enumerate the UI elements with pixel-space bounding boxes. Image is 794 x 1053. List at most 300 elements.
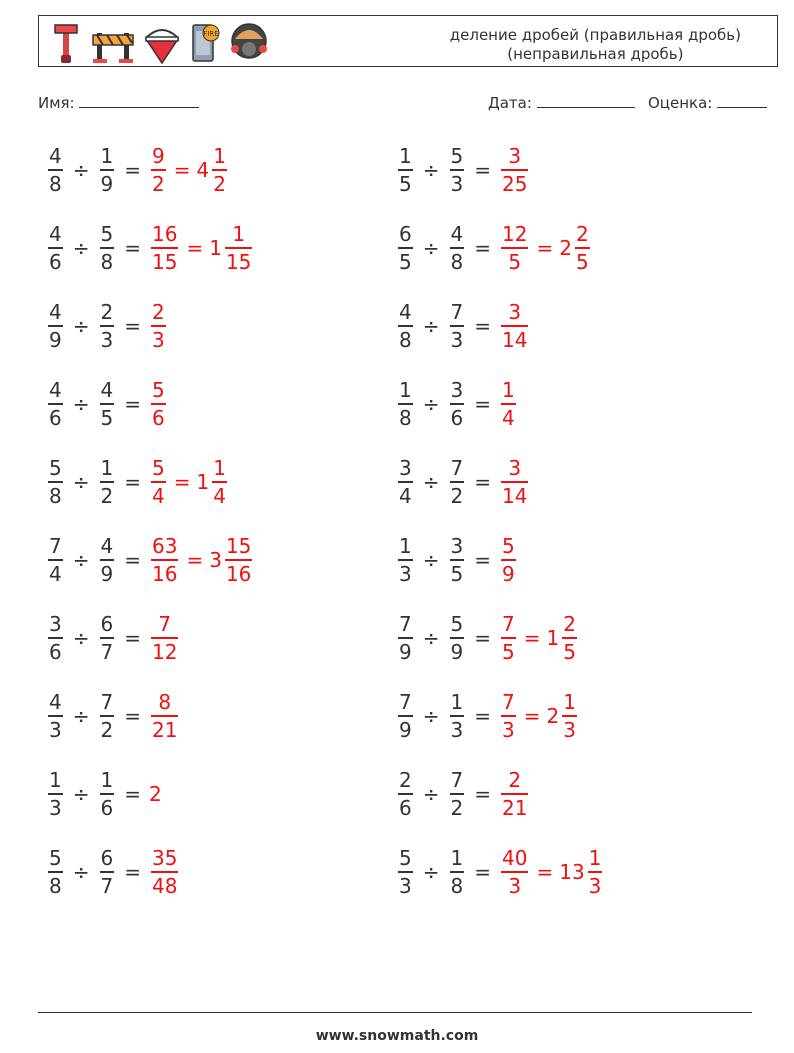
numerator: 6 [100,612,114,637]
date-field [488,93,635,112]
divide-sign: ÷ [422,392,440,416]
numerator: 7 [450,456,464,481]
equals-sign: = [124,470,141,494]
answer-fraction [501,223,528,273]
problem-item [46,140,229,200]
problem-item [46,374,168,434]
numerator: 1 [213,144,226,169]
denominator: 14 [502,327,528,352]
fraction-bar [398,637,413,639]
equals-sign: = [124,392,141,416]
numerator: 5 [450,144,464,169]
denominator: 2 [450,483,464,508]
fraction-bar [212,169,227,171]
divide-sign: ÷ [72,158,90,182]
numerator: 7 [502,612,515,637]
answer [149,379,168,429]
equals-sign: = [536,236,554,260]
numerator: 1 [399,378,412,403]
numerator: 3 [508,300,522,325]
equals-sign: = [186,548,204,572]
divisor-fraction [450,769,465,819]
divisor-fraction [100,691,115,741]
answer-fraction [151,691,178,741]
equals-sign: = [124,704,141,728]
fraction-bar [151,247,178,249]
dividend-fraction [48,379,63,429]
denominator: 4 [213,483,226,508]
numerator: 1 [100,456,114,481]
fraction-bar [212,481,227,483]
dividend-fraction [48,769,63,819]
divisor-fraction [450,691,465,741]
divide-sign: ÷ [72,548,90,572]
numerator: 1 [563,690,576,715]
problem-item [46,218,254,278]
divisor-fraction [100,535,115,585]
fraction-bar [450,481,465,483]
numerator: 6 [100,846,114,871]
denominator: 5 [502,639,515,664]
grade-blank[interactable] [717,93,767,108]
divide-sign: ÷ [422,158,440,182]
divide-sign: ÷ [422,548,440,572]
numerator: 5 [152,456,165,481]
date-blank[interactable] [537,93,635,108]
answer-fraction [501,691,516,741]
problem-item [396,218,592,278]
numerator: 7 [399,612,412,637]
dividend-fraction [48,847,63,897]
mixed-whole: 1 [546,626,560,650]
mixed-whole: 4 [196,158,210,182]
denominator: 25 [502,171,528,196]
divisor-fraction [100,457,115,507]
name-blank[interactable] [79,93,199,108]
dividend-fraction [398,223,413,273]
denominator: 2 [450,795,464,820]
numerator: 2 [100,300,114,325]
fraction-bar [48,871,63,873]
equals-sign: = [173,158,191,182]
equals-sign: = [474,782,491,806]
divisor-fraction [450,457,465,507]
dividend-fraction [48,691,63,741]
fraction-bar [100,793,115,795]
denominator: 5 [100,405,114,430]
fraction-bar [48,403,63,405]
numerator: 5 [152,378,165,403]
denominator: 4 [152,483,165,508]
fraction-bar [450,715,465,717]
numerator: 4 [100,378,114,403]
fraction-bar [450,871,465,873]
denominator: 5 [399,171,412,196]
divide-sign: ÷ [72,314,90,338]
fraction-bar [501,793,528,795]
answer [499,613,579,663]
problem-item [396,842,604,902]
divide-sign: ÷ [422,470,440,494]
fraction-bar [398,325,413,327]
numerator: 5 [502,534,515,559]
dividend-fraction [398,535,413,585]
denominator: 5 [508,249,522,274]
divisor-fraction [450,613,465,663]
denominator: 5 [399,249,412,274]
denominator: 8 [49,873,62,898]
worksheet-header [38,15,778,67]
grade-label: Оценка: [648,94,713,112]
fraction-bar [100,559,115,561]
fraction-bar [151,403,166,405]
divide-sign: ÷ [422,314,440,338]
answer-fraction [501,379,516,429]
answer [499,847,604,897]
equals-sign: = [173,470,191,494]
fraction-bar [48,715,63,717]
problem-item [396,374,518,434]
equals-sign: = [186,236,204,260]
fraction-bar [225,559,252,561]
fraction-bar [100,481,115,483]
divide-sign: ÷ [72,392,90,416]
answer-fraction [151,535,178,585]
svg-text:FIRE: FIRE [203,30,219,38]
fraction-bar [100,403,115,405]
fraction-bar [501,481,528,483]
divisor-fraction [100,145,115,195]
fire-bucket-icon [143,19,181,65]
denominator: 6 [100,795,114,820]
fraction-bar [398,793,413,795]
answer-fraction [501,145,528,195]
denominator: 2 [100,483,114,508]
problem-item [396,140,530,200]
denominator: 8 [100,249,114,274]
dividend-fraction [48,301,63,351]
fraction-bar [562,637,577,639]
divide-sign: ÷ [72,704,90,728]
footer-divider [38,1012,752,1013]
answer-fraction [151,301,166,351]
fraction-bar [450,559,465,561]
numerator: 8 [158,690,172,715]
denominator: 5 [575,249,589,274]
fraction-bar [100,637,115,639]
divisor-fraction [100,847,115,897]
denominator: 5 [450,561,464,586]
answer-fraction [151,847,178,897]
answer-fraction [151,379,166,429]
divide-sign: ÷ [72,860,90,884]
mixed-fraction [225,223,252,273]
numerator: 4 [450,222,464,247]
dividend-fraction [48,613,63,663]
divisor-fraction [450,223,465,273]
numerator: 7 [158,612,172,637]
denominator: 7 [100,639,114,664]
answer [149,613,180,663]
denominator: 8 [49,483,62,508]
numerator: 2 [508,768,522,793]
answer [499,145,530,195]
numerator: 2 [152,300,165,325]
numerator: 1 [213,456,226,481]
answer [499,535,518,585]
numerator: 3 [450,378,464,403]
fraction-bar [48,169,63,171]
dividend-fraction [398,847,413,897]
numerator: 35 [152,846,178,871]
fraction-bar [450,793,465,795]
divide-sign: ÷ [422,236,440,260]
numerator: 5 [399,846,412,871]
numerator: 7 [100,690,114,715]
denominator: 9 [100,561,114,586]
equals-sign: = [474,704,491,728]
divisor-fraction [100,769,115,819]
numerator: 4 [49,144,62,169]
equals-sign: = [523,704,541,728]
equals-sign: = [124,158,141,182]
numerator: 7 [450,300,464,325]
fraction-bar [100,325,115,327]
denominator: 3 [508,873,522,898]
numerator: 3 [508,456,522,481]
problem-item [46,608,180,668]
numerator: 4 [49,300,62,325]
denominator: 3 [450,171,464,196]
answer-fraction [151,223,178,273]
equals-sign: = [474,314,491,338]
answer-fraction [151,145,166,195]
answer-fraction [501,301,528,351]
numerator: 63 [152,534,178,559]
numerator: 7 [399,690,412,715]
numerator: 5 [450,612,464,637]
fraction-bar [562,715,577,717]
denominator: 8 [49,171,62,196]
answer-fraction [501,535,516,585]
name-field [38,93,199,112]
denominator: 8 [450,873,464,898]
fraction-bar [398,403,413,405]
fraction-bar [48,325,63,327]
denominator: 3 [399,873,412,898]
fraction-bar [48,559,63,561]
divide-sign: ÷ [72,236,90,260]
numerator: 16 [152,222,178,247]
divisor-fraction [450,145,465,195]
answer-fraction [151,457,166,507]
numerator: 7 [49,534,62,559]
equals-sign: = [523,626,541,650]
denominator: 7 [100,873,114,898]
divisor-fraction [450,379,465,429]
answer [149,301,168,351]
mixed-whole: 1 [209,236,222,260]
fraction-bar [501,247,528,249]
denominator: 4 [49,561,62,586]
answer [499,457,530,507]
fraction-bar [151,637,178,639]
denominator: 14 [502,483,528,508]
answer-fraction [501,847,528,897]
fraction-bar [100,247,115,249]
fraction-bar [398,715,413,717]
divisor-fraction [100,223,115,273]
denominator: 3 [49,795,62,820]
denominator: 3 [49,717,62,742]
denominator: 15 [225,249,252,274]
fraction-bar [450,169,465,171]
fraction-bar [100,871,115,873]
divisor-fraction [450,301,465,351]
fraction-bar [575,247,590,249]
numerator: 3 [49,612,62,637]
equals-sign: = [474,626,491,650]
dividend-fraction [48,145,63,195]
numerator: 3 [450,534,464,559]
fraction-bar [48,793,63,795]
dividend-fraction [398,145,413,195]
footer-url: www.snowmath.com [315,1028,479,1044]
problem-item [46,296,168,356]
divisor-fraction [100,613,115,663]
denominator: 3 [502,717,515,742]
mixed-fraction [225,535,252,585]
denominator: 8 [450,249,464,274]
numerator: 4 [49,378,62,403]
denominator: 6 [49,405,62,430]
divisor-fraction [100,379,115,429]
problem-item [46,452,229,512]
grade-field [648,93,767,112]
dividend-fraction [398,613,413,663]
fraction-bar [501,871,528,873]
numerator: 1 [502,378,515,403]
denominator: 3 [152,327,165,352]
denominator: 3 [450,327,464,352]
equals-sign: = [124,782,141,806]
problem-item [46,842,180,902]
dividend-fraction [48,535,63,585]
mixed-whole: 13 [559,860,585,884]
problem-item [396,452,530,512]
fraction-bar [501,403,516,405]
numerator: 1 [100,144,114,169]
fraction-bar [501,637,516,639]
denominator: 3 [399,561,412,586]
answer-whole: 2 [149,782,162,806]
answer [149,847,180,897]
road-barrier-icon [91,19,135,65]
denominator: 5 [563,639,576,664]
denominator: 48 [152,873,178,898]
denominator: 3 [588,873,602,898]
fraction-bar [151,871,178,873]
mixed-fraction [212,145,227,195]
numerator: 2 [399,768,412,793]
equals-sign: = [474,860,491,884]
problem-item [46,530,254,590]
fraction-bar [450,325,465,327]
title-line-2: (неправильная дробь) [507,45,684,63]
denominator: 12 [152,639,178,664]
header-icons [49,19,269,65]
answer [149,535,254,585]
denominator: 6 [152,405,165,430]
dividend-fraction [48,223,63,273]
equals-sign: = [474,236,491,260]
numerator: 1 [399,144,412,169]
equals-sign: = [474,548,491,572]
fraction-bar [501,715,516,717]
divide-sign: ÷ [72,470,90,494]
answer-fraction [501,613,516,663]
answer [149,691,180,741]
equals-sign: = [474,470,491,494]
numerator: 1 [399,534,412,559]
denominator: 4 [502,405,515,430]
fraction-bar [151,481,166,483]
numerator: 1 [100,768,114,793]
equals-sign: = [124,236,141,260]
problem-item [46,686,180,746]
fraction-bar [151,559,178,561]
equals-sign: = [536,860,554,884]
worksheet-title [450,26,741,64]
answer [499,223,592,273]
answer-fraction [501,457,528,507]
problem-item [396,764,530,824]
numerator: 1 [450,846,464,871]
title-line-1: деление дробей (правильная дробь) [449,26,741,44]
mixed-whole: 2 [559,236,572,260]
denominator: 16 [152,561,178,586]
denominator: 16 [225,561,252,586]
fraction-bar [225,247,252,249]
mixed-fraction [562,691,577,741]
numerator: 2 [575,222,589,247]
divide-sign: ÷ [72,782,90,806]
mixed-whole: 3 [209,548,222,572]
numerator: 12 [502,222,528,247]
problem-item [396,530,518,590]
numerator: 40 [502,846,528,871]
divisor-fraction [100,301,115,351]
fraction-bar [398,871,413,873]
equals-sign: = [474,392,491,416]
fraction-bar [398,481,413,483]
denominator: 2 [213,171,226,196]
denominator: 21 [502,795,528,820]
date-label: Дата: [488,94,532,112]
denominator: 9 [399,717,412,742]
mixed-fraction [562,613,577,663]
fraction-bar [501,169,528,171]
numerator: 9 [152,144,165,169]
fraction-bar [151,715,178,717]
denominator: 2 [152,171,165,196]
denominator: 9 [450,639,464,664]
denominator: 3 [563,717,576,742]
divide-sign: ÷ [422,782,440,806]
denominator: 3 [450,717,464,742]
denominator: 6 [49,639,62,664]
numerator: 5 [100,222,114,247]
